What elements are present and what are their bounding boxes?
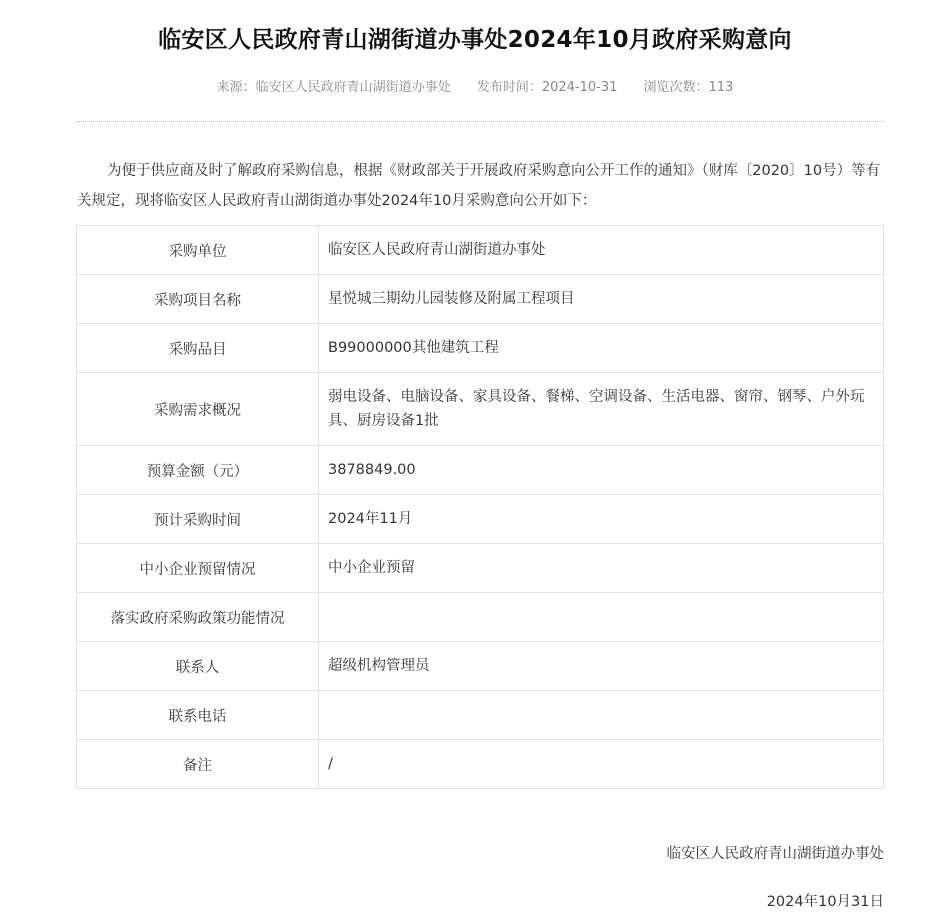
row-label: 采购品目: [77, 324, 319, 373]
table-row: [77, 373, 884, 446]
table-row: [77, 446, 884, 495]
row-label: 备注: [77, 740, 319, 789]
table-row: [77, 226, 884, 275]
table-row: [77, 275, 884, 324]
row-value: /: [319, 740, 884, 789]
table-row: [77, 691, 884, 740]
row-value: 中小企业预留: [319, 544, 884, 593]
row-label: 联系人: [77, 642, 319, 691]
row-label: 落实政府采购政策功能情况: [77, 593, 319, 642]
row-value: 超级机构管理员: [319, 642, 884, 691]
page-title: 临安区人民政府青山湖街道办事处2024年10月政府采购意向: [158, 27, 792, 53]
row-value: 临安区人民政府青山湖街道办事处: [319, 226, 884, 275]
publish-date: 发布时间：2024-10-31: [476, 80, 618, 95]
intro-paragraph: 为便于供应商及时了解政府采购信息，根据《财政部关于开展政府采购意向公开工作的通知》（财库〔2020〕10号）等有关规定，现将临安区人民政府青山湖街道办事处2024年10月采购意向公开如下：: [77, 163, 881, 209]
table-row: [77, 324, 884, 373]
issuer-signature: 临安区人民政府青山湖街道办事处: [666, 846, 884, 862]
row-value: 2024年11月: [319, 495, 884, 544]
row-value: 星悦城三期幼儿园装修及附属工程项目: [319, 275, 884, 324]
row-value: 3878849.00: [319, 446, 884, 495]
row-label: 预算金额（元）: [77, 446, 319, 495]
row-label: 中小企业预留情况: [77, 544, 319, 593]
source-info: 来源：临安区人民政府青山湖街道办事处: [216, 80, 451, 95]
row-value: 弱电设备、电脑设备、家具设备、餐梯、空调设备、生活电器、窗帘、钢琴、户外玩具、厨房设备1批: [319, 373, 884, 446]
row-label: 联系电话: [77, 691, 319, 740]
divider: [76, 121, 884, 122]
table-row: [77, 740, 884, 789]
row-label: 预计采购时间: [77, 495, 319, 544]
article-meta: [0, 78, 950, 98]
row-value: [319, 593, 884, 642]
view-count: 浏览次数：113: [643, 80, 734, 95]
row-label: 采购单位: [77, 226, 319, 275]
row-label: 采购需求概况: [77, 373, 319, 446]
row-label: 采购项目名称: [77, 275, 319, 324]
table-row: [77, 593, 884, 642]
procurement-table: [76, 225, 884, 789]
issue-date: 2024年10月31日: [766, 894, 884, 910]
table-row: [77, 544, 884, 593]
row-value: [319, 691, 884, 740]
row-value: B99000000其他建筑工程: [319, 324, 884, 373]
table-row: [77, 642, 884, 691]
table-row: [77, 495, 884, 544]
